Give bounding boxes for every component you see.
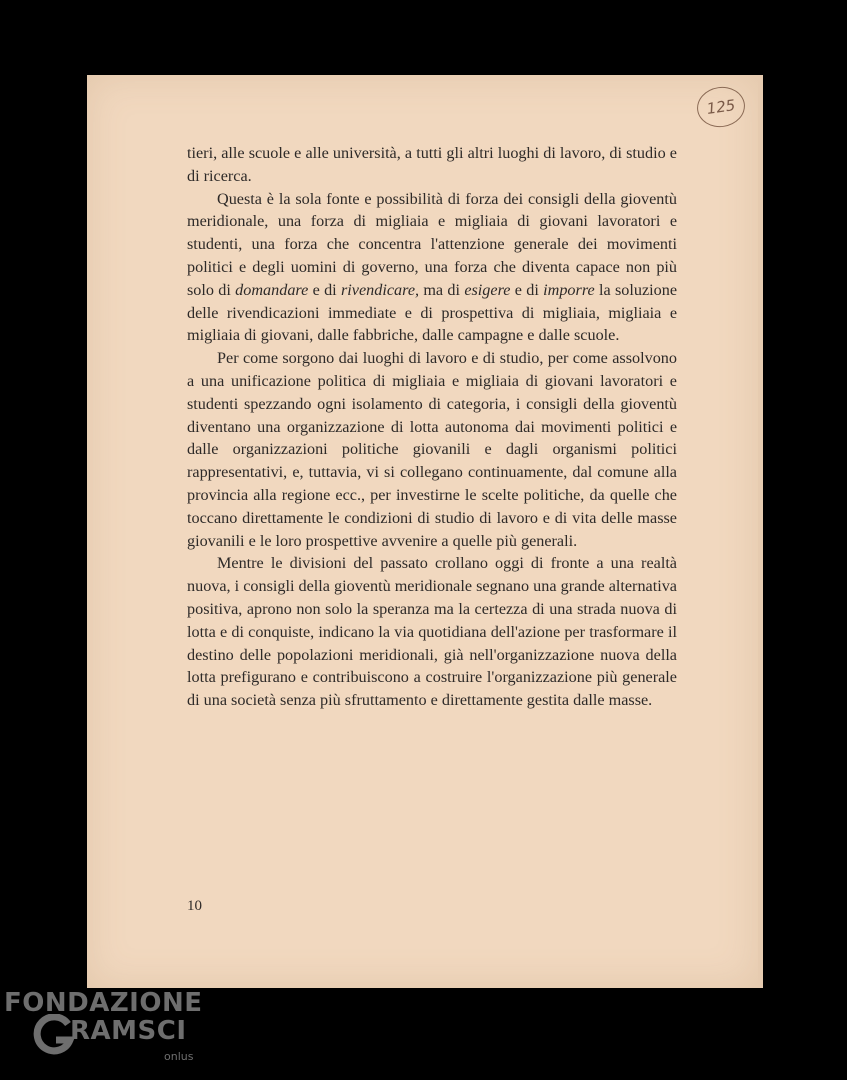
page-number: 10 — [187, 898, 202, 914]
text-segment: Per come sorgono dai luoghi di lavoro e di studio, per come assolvono a una unificazione politica di migliaia e migliaia di giovani lavoratori e studenti spezzando ogni isolamento di categoria, i consigli della gioventù diventano una organizzazione di lotta autonoma dai movimenti politici e dalle organizzazioni politiche giovanili e dagli organismi politici rappresentativi, e, tuttavia, vi si collegano continuamente, dal comune alla provincia alla regione ecc., per investirne le scelte politiche, da quelle che toccano direttamente le condizioni di studio di lavoro e di vita delle masse giovanili e le loro prospettive avvenire a quelle più generali. — [187, 349, 677, 550]
text-segment: tieri, alle scuole e alle università, a tutti gli altri luoghi di lavoro, di studio e di ricerca. — [187, 144, 677, 185]
archive-number-annotation: 125 — [694, 84, 747, 130]
text-segment: e di — [510, 280, 544, 299]
italic-text-segment: imporre — [543, 280, 595, 299]
page-edge — [758, 75, 763, 988]
paragraph — [187, 188, 677, 348]
document-page — [87, 75, 758, 988]
paragraph — [187, 552, 677, 712]
logo-line1: FONDAZIONE — [4, 988, 203, 1018]
text-segment: Mentre le divisioni del passato crollano oggi di fronte a una realtà nuova, i consigli della gioventù meridionale segnano una grande alternativa positiva, aprono non solo la speranza ma la certezza di una strada nuova di lotta e di conquiste, indicano la via quotidiana dell'azione per trasformare il destino delle popolazioni meridionali, già nell'organizzazione nuova della lotta prefigurano e contribuiscono a costruire l'organizzazione più generale di una società senza più sfruttamento e direttamente gestita dalle masse. — [187, 554, 677, 710]
logo-sub: onlus — [164, 1050, 194, 1063]
paragraph — [187, 142, 677, 188]
italic-text-segment: esigere — [464, 280, 511, 299]
italic-text-segment: domandare — [235, 280, 309, 299]
body-text — [187, 142, 677, 712]
text-segment: Questa è la sola fonte e possibilità di forza dei consigli della gioventù meridionale, una forza di migliaia e migliaia di giovani lavoratori e studenti, una forza che concentra l'attenzione generale dei movimenti politici e degli uomini di governo, una forza che diventa capace non più solo di — [187, 189, 677, 299]
paragraph — [187, 347, 677, 552]
text-segment: la soluzione delle rivendicazioni immediate e di prospettiva di migliaia, migliaia e migliaia di giovani, dalle fabbriche, dalle campagne e dalle scuole. — [187, 280, 678, 345]
text-segment: e di — [308, 280, 341, 299]
italic-text-segment: rivendicare, — [340, 280, 420, 299]
text-segment: ma di — [419, 280, 465, 299]
logo-line2: RAMSCI — [70, 1016, 187, 1046]
fondazione-gramsci-logo — [4, 988, 214, 1076]
